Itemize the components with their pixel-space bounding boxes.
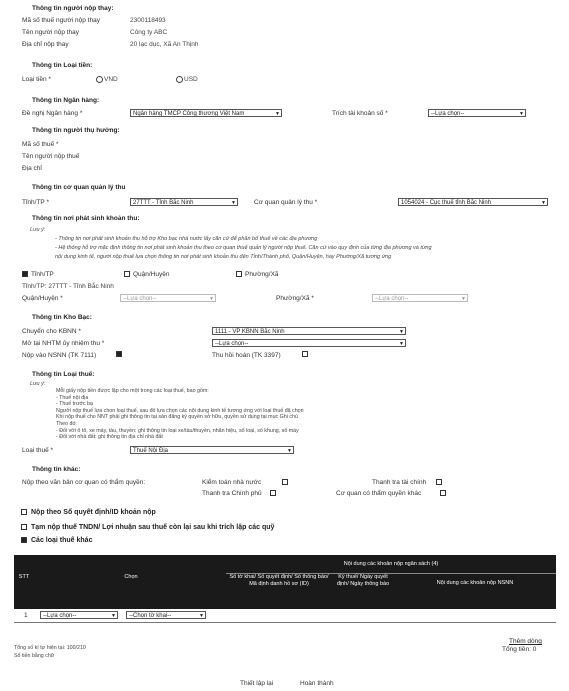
table-col-content: Nội dung các khoản nộp NSNN	[396, 580, 554, 586]
table-group-header-label: Nội dung các khoản nộp ngân sách (4)	[343, 561, 439, 567]
authority-heading: Thông tin cơ quan quản lý thu	[32, 184, 126, 191]
table-col-choose: Chọn	[36, 573, 226, 593]
treasury-refund-label: Thu hồi hoàn (TK 3397)	[212, 352, 281, 359]
origin-note-title: Lưu ý:	[30, 227, 46, 233]
treasury-heading: Thông tin Kho Bạc:	[32, 314, 92, 321]
tax-type-note-title: Lưu ý:	[30, 381, 46, 387]
add-row-link[interactable]: Thêm dòng	[509, 638, 542, 645]
table-col-decision: Số tờ khai/ Số quyết định/ Số thông báo/ Mã định danh hồ sơ (ID)	[229, 574, 329, 587]
origin-province-checkbox[interactable]	[22, 271, 28, 277]
beneficiary-name-label: Tên người nộp thuế	[22, 153, 80, 160]
tax-type-label: Loại thuế *	[22, 447, 54, 454]
tax-type-note-line: - Thuế trước bạ	[56, 401, 93, 408]
total-amount: Tổng tiền: 0	[502, 646, 537, 653]
origin-ward-select-label: Phường/Xã *	[276, 295, 314, 302]
bank-request-select[interactable]: Ngân hàng TMCP Công thương Việt Nam ▼	[130, 109, 282, 117]
currency-vnd-radio[interactable]	[96, 76, 103, 83]
currency-vnd-label: VND	[104, 76, 118, 83]
tax-type-note-line: - Đối với nhà đất: ghi thông tin địa chỉ nhà đất	[56, 434, 163, 441]
tax-type-note-line: - Đối với ô tô, xe máy, tàu, thuyền: ghi thông tin loại xe/tàu/thuyền, nhãn hiệu, số loại, số khung, số máy	[56, 427, 299, 434]
payer-address-label: Địa chỉ nộp thay	[22, 41, 69, 48]
beneficiary-heading: Thông tin người thụ hưởng:	[32, 127, 120, 134]
other-types-checkbox[interactable]	[21, 537, 27, 543]
authority-province-label: Tỉnh/TP *	[22, 199, 49, 206]
table-group-header	[14, 555, 556, 573]
payer-name-label: Tên người nộp thay	[22, 29, 80, 36]
origin-district-select[interactable]: --Lựa chọn-- ▼	[120, 294, 216, 302]
table-row-select-type[interactable]: --Lựa chọn-- ▼	[40, 611, 118, 619]
currency-label: Loại tiền *	[22, 76, 51, 83]
other-finance-inspect-label: Thanh tra tài chính	[372, 479, 427, 486]
finish-button[interactable]: Hoàn thành	[300, 680, 334, 687]
other-heading: Thông tin khác:	[32, 466, 81, 473]
origin-province-text: Tỉnh/TP: 27TTT - Tỉnh Bắc Ninh	[22, 283, 114, 290]
authority-province-select[interactable]: 27TTT - Tỉnh Bắc Ninh ▼	[130, 198, 238, 206]
origin-ward-select[interactable]: --Lựa chọn-- ▼	[372, 294, 468, 302]
treasury-account-label: Mở tại NHTM ủy nhiệm thu *	[22, 340, 105, 347]
other-authority-checkbox[interactable]	[440, 490, 446, 496]
origin-note-3: nội dung kinh tế, người nộp thuế lựa chọn thông tin nơi phát sinh khoản thu đến Tỉnh/Thành phố, Quận/Huyện, hay Phường/Xã tương ứng	[55, 254, 392, 260]
treasury-transfer-select[interactable]: 1111 - VP KBNN Bắc Ninh ▼	[212, 327, 406, 335]
other-by-doc-label: Nộp theo văn bản cơ quan có thẩm quyền:	[22, 479, 146, 486]
reset-button[interactable]: Thiết lập lại	[240, 680, 274, 687]
bank-request-label: Đề nghị Ngân hàng *	[22, 110, 83, 117]
table-row-select-declaration[interactable]: --Chọn tờ khai-- ▼	[126, 611, 206, 619]
payer-name-value: Công ty ABC	[130, 29, 168, 36]
tax-type-note-line: Mỗi giấy nộp tiền được lập cho một trong các loại thuế, bao gồm:	[56, 388, 209, 394]
bank-debit-label: Trích tài khoản số *	[332, 110, 388, 117]
amount-in-words-label: Số tiền bằng chữ	[14, 653, 55, 659]
origin-province-label: Tỉnh/TP	[31, 271, 54, 278]
currency-usd-radio[interactable]	[176, 76, 183, 83]
tax-type-notes	[56, 388, 304, 441]
by-decision-checkbox[interactable]	[21, 509, 27, 515]
origin-note-1: - Thông tin nơi phát sinh khoản thu hỗ trợ Kho bạc nhà nước lấy căn cứ để phân bổ thuế về các địa phương	[55, 236, 318, 242]
currency-heading: Thông tin Loại tiền:	[32, 62, 93, 69]
tax-type-note-line: Người nộp thuế lựa chọn loại thuế, sau đó lựa chọn các nội dung kinh tế tương ứng với loại thuế đã chọn	[56, 407, 304, 414]
tax-type-note-line: Theo đó:	[56, 420, 77, 427]
char-count: Tổng số kí tự hiện tại: 100/210	[14, 645, 86, 651]
treasury-nsnn-checkbox[interactable]	[116, 351, 122, 357]
table-col-period: Kỳ thuế/ Ngày quyết định/ Ngày thông báo	[332, 574, 394, 588]
authority-agency-label: Cơ quan quản lý thu *	[254, 199, 318, 206]
origin-ward-label: Phường/Xã	[245, 271, 279, 278]
other-finance-inspect-checkbox[interactable]	[436, 479, 442, 485]
table-row-number: 1	[24, 612, 28, 619]
provisional-checkbox[interactable]	[21, 524, 27, 530]
origin-district-checkbox[interactable]	[124, 271, 130, 277]
other-types-label: Các loại thuế khác	[31, 537, 93, 544]
provisional-label: Tạm nộp thuế TNDN/ Lợi nhuận sau thuế còn lại sau khi trích lập các quỹ	[31, 524, 275, 531]
tax-type-note-line: - Thuế nội địa	[56, 394, 89, 401]
table-row-divider	[14, 622, 556, 623]
beneficiary-tax-label: Mã số thuế *	[22, 141, 59, 148]
tax-type-heading: Thông tin Loại thuế:	[32, 371, 95, 378]
other-gov-inspect-label: Thanh tra Chính phủ	[202, 490, 262, 497]
payer-tax-code-label: Mã số thuế người nộp thay	[22, 17, 100, 24]
payer-address-value: 20 lạc dục, Xã An Thịnh	[130, 41, 199, 48]
payer-tax-code-value: 2300118493	[130, 17, 166, 24]
tax-type-note-line: Khi nộp thuế cho NNT phải ghi thông tin tại sản đăng ký quyền sở hữu, quyền sử dụng tại mục Ghi chú	[56, 414, 298, 421]
beneficiary-address-label: Địa chỉ	[22, 165, 42, 172]
treasury-account-select[interactable]: --Lựa chọn-- ▼	[212, 339, 406, 347]
origin-heading: Thông tin nơi phát sinh khoản thu:	[32, 215, 140, 222]
origin-note-2: - Hệ thống hỗ trợ mặc định thông tin nơi phát sinh khoản thu theo cơ quan thuế quản lý người nộp thuế. Căn cứ vào quy định của từng địa phương và từng	[55, 245, 432, 251]
authority-agency-select[interactable]: 1054024 - Cục thuế tỉnh Bắc Ninh ▼	[398, 198, 548, 206]
other-gov-inspect-checkbox[interactable]	[270, 490, 276, 496]
currency-usd-label: USD	[184, 76, 198, 83]
origin-ward-checkbox[interactable]	[236, 271, 242, 277]
origin-district-label: Quận/Huyện	[133, 271, 170, 278]
treasury-transfer-label: Chuyển cho KBNN *	[22, 328, 81, 335]
table-col-stt: STT	[14, 573, 34, 593]
treasury-refund-checkbox[interactable]	[302, 351, 308, 357]
other-authority-label: Cơ quan có thẩm quyền khác	[336, 490, 422, 497]
bank-debit-select[interactable]: --Lựa chọn-- ▼	[428, 109, 526, 117]
other-state-audit-label: Kiểm toán nhà nước	[202, 479, 262, 486]
other-state-audit-checkbox[interactable]	[282, 479, 288, 485]
treasury-nsnn-label: Nộp vào NSNN (TK 7111)	[22, 352, 97, 359]
bank-heading: Thông tin Ngân hàng:	[32, 97, 100, 104]
payer-heading: Thông tin người nộp thay:	[32, 5, 114, 12]
origin-district-select-label: Quận/Huyện *	[22, 295, 63, 302]
tax-type-select[interactable]: Thuế Nội Địa ▼	[130, 446, 294, 454]
by-decision-label: Nộp theo Số quyết định/ID khoản nộp	[31, 509, 156, 516]
